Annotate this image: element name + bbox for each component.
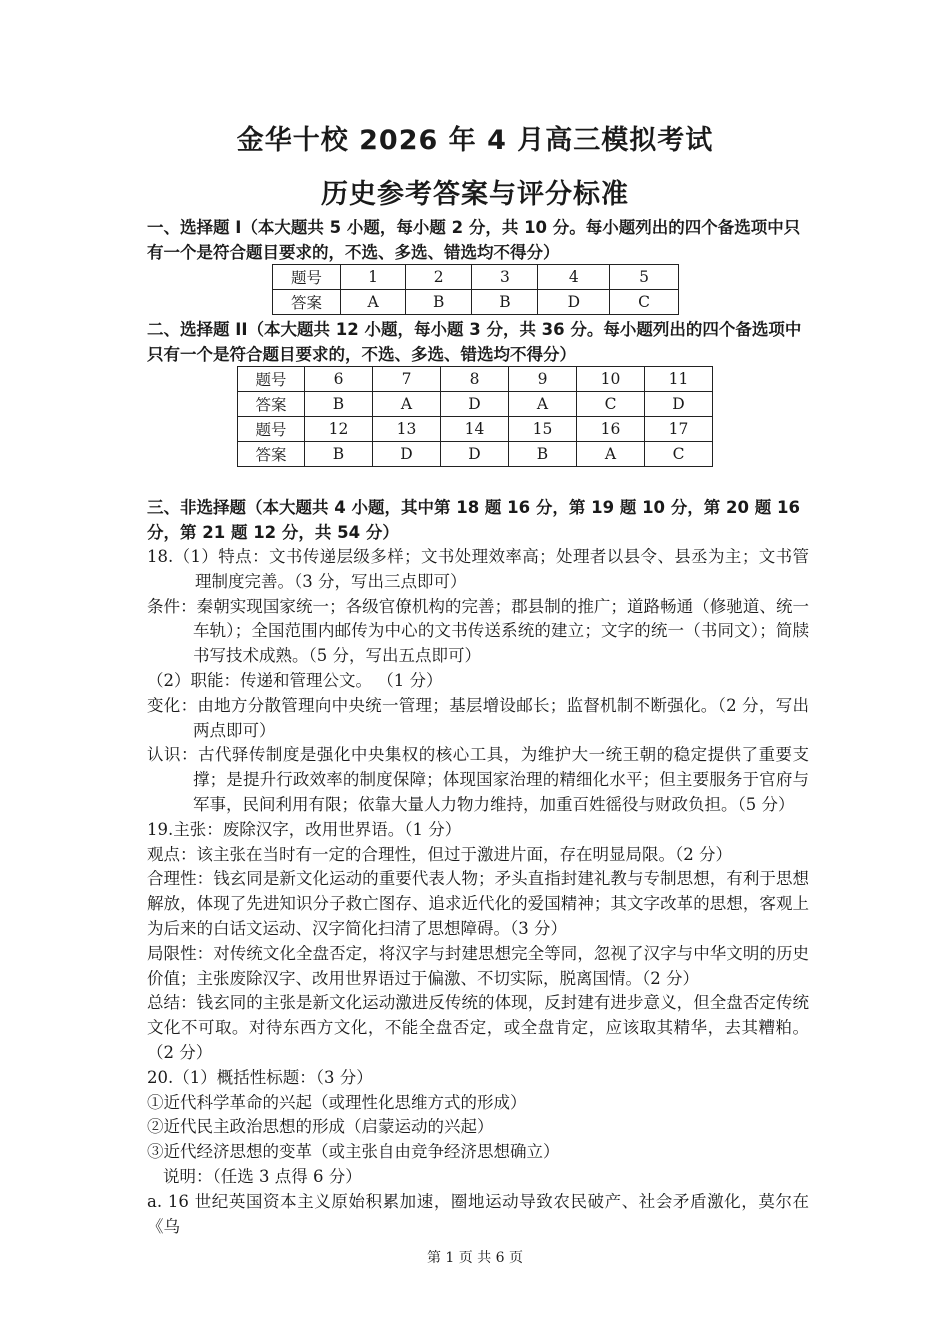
table-cell: 6 <box>305 367 373 392</box>
table-cell: 9 <box>509 367 577 392</box>
answer-paragraph: 合理性：钱玄同是新文化运动的重要代表人物；矛头直指封建礼教与专制思想，有利于思想解放，体现了先进知识分子救亡图存、追求近代化的爱国精神；其文字改革的思想，客观上为后来的白话文运动、汉字简化扫清了思想障碍。（3 分） <box>147 869 809 938</box>
answer-paragraph: ①近代科学革命的兴起（或理性化思维方式的形成） <box>147 1092 527 1112</box>
table-cell: B <box>406 290 472 315</box>
answer-paragraph: （2）职能：传递和管理公文。 （1 分） <box>147 670 443 690</box>
table-row <box>238 392 713 417</box>
table-cell: 题号 <box>273 265 341 290</box>
table-cell: A <box>373 392 441 417</box>
answer-paragraph: 观点：该主张在当时有一定的合理性，但过于激进片面，存在明显局限。（2 分） <box>147 844 732 864</box>
table-row <box>238 417 713 442</box>
answer-paragraph: 条件：秦朝实现国家统一；各级官僚机构的完善；郡县制的推广；道路畅通（修驰道、统一车轨）；全国范围内邮传为中心的文书传送系统的建立；文字的统一（书同文）；简牍书写技术成熟。（5 分，写出五点即可） <box>147 596 809 666</box>
table-cell: 11 <box>645 367 713 392</box>
answer-paragraph: 18.（1）特点：文书传递层级多样；文书处理效率高；处理者以县令、县丞为主；文书管理制度完善。（3 分，写出三点即可） <box>147 547 809 591</box>
table-cell: A <box>577 442 645 467</box>
table-cell: 2 <box>406 265 472 290</box>
table-cell: 题号 <box>238 417 305 442</box>
answer-paragraph: 总结：钱玄同的主张是新文化运动激进反传统的体现，反封建有进步意义，但全盘否定传统文化不可取。对待东西方文化，不能全盘否定，或全盘肯定，应该取其精华，去其糟粕。（2 分） <box>147 993 809 1062</box>
answer-paragraph: ②近代民主政治思想的形成（启蒙运动的兴起） <box>147 1117 494 1137</box>
table-cell: 题号 <box>238 367 305 392</box>
section2-answer-table <box>237 366 713 467</box>
table-row <box>273 290 679 315</box>
table-cell: 8 <box>441 367 509 392</box>
table-row <box>273 265 679 290</box>
section3-heading: 三、非选择题（本大题共 4 小题，其中第 18 题 16 分，第 19 题 10 分，第 20 题 16 分，第 21 题 12 分，共 54 分） <box>147 498 800 542</box>
table-row <box>238 367 713 392</box>
table-cell: 答案 <box>238 392 305 417</box>
answer-body <box>147 545 809 1239</box>
section2-heading: 二、选择题 II（本大题共 12 小题，每小题 3 分，共 36 分。每小题列出的四个备选项中只有一个是符合题目要求的，不选、多选、错选均不得分） <box>147 320 802 364</box>
answer-paragraph: 说明：（任选 3 点得 6 分） <box>163 1166 362 1186</box>
table-cell: D <box>441 392 509 417</box>
table-cell: C <box>645 442 713 467</box>
table-cell: 3 <box>472 265 538 290</box>
answer-paragraph: 变化：由地方分散管理向中央统一管理；基层增设邮长；监督机制不断强化。（2 分，写出两点即可） <box>147 695 809 740</box>
table-cell: 16 <box>577 417 645 442</box>
page-title: 金华十校 2026 年 4 月高三模拟考试 <box>236 125 714 156</box>
answer-paragraph: 认识：古代驿传制度是强化中央集权的核心工具，为维护大一统王朝的稳定提供了重要支撑；是提升行政效率的制度保障；体现国家治理的精细化水平；但主要服务于官府与军事，民间利用有限；依靠大量人力物力维持，加重百姓徭役与财政负担。（5 分） <box>147 745 809 814</box>
page-subtitle: 历史参考答案与评分标准 <box>321 179 629 210</box>
table-cell: 14 <box>441 417 509 442</box>
table-cell: D <box>441 442 509 467</box>
answer-paragraph: 局限性：对传统文化全盘否定，将汉字与封建思想完全等同，忽视了汉字与中华文明的历史价值；主张废除汉字、改用世界语过于偏激、不切实际，脱离国情。（2 分） <box>147 943 809 988</box>
table-row <box>238 442 713 467</box>
section1-heading: 一、选择题 I（本大题共 5 小题，每小题 2 分，共 10 分。每小题列出的四个备选项中只有一个是符合题目要求的，不选、多选、错选均不得分） <box>147 218 801 262</box>
table-cell: B <box>472 290 538 315</box>
table-cell: A <box>341 290 406 315</box>
table-cell: 4 <box>538 265 610 290</box>
table-cell: B <box>305 392 373 417</box>
answer-paragraph: a. 16 世纪英国资本主义原始积累加速，圈地运动导致农民破产、社会矛盾激化，莫尔在《乌 <box>147 1191 809 1236</box>
table-cell: D <box>373 442 441 467</box>
table-cell: 13 <box>373 417 441 442</box>
table-cell: B <box>509 442 577 467</box>
table-cell: A <box>509 392 577 417</box>
answer-paragraph: ③近代经济思想的变革（或主张自由竞争经济思想确立） <box>147 1142 560 1162</box>
table-cell: D <box>538 290 610 315</box>
table-cell: D <box>645 392 713 417</box>
table-cell: 12 <box>305 417 373 442</box>
table-cell: C <box>610 290 679 315</box>
table-cell: 10 <box>577 367 645 392</box>
table-cell: 5 <box>610 265 679 290</box>
table-cell: 1 <box>341 265 406 290</box>
table-cell: B <box>305 442 373 467</box>
answer-paragraph: 20.（1）概括性标题：（3 分） <box>147 1067 373 1087</box>
answer-paragraph: 19.主张：废除汉字，改用世界语。（1 分） <box>147 819 462 839</box>
page-number: 第 1 页 共 6 页 <box>426 1250 524 1266</box>
table-cell: 15 <box>509 417 577 442</box>
table-cell: 答案 <box>273 290 341 315</box>
table-cell: 答案 <box>238 442 305 467</box>
table-cell: 17 <box>645 417 713 442</box>
section1-answer-table <box>272 264 679 315</box>
table-cell: C <box>577 392 645 417</box>
table-cell: 7 <box>373 367 441 392</box>
